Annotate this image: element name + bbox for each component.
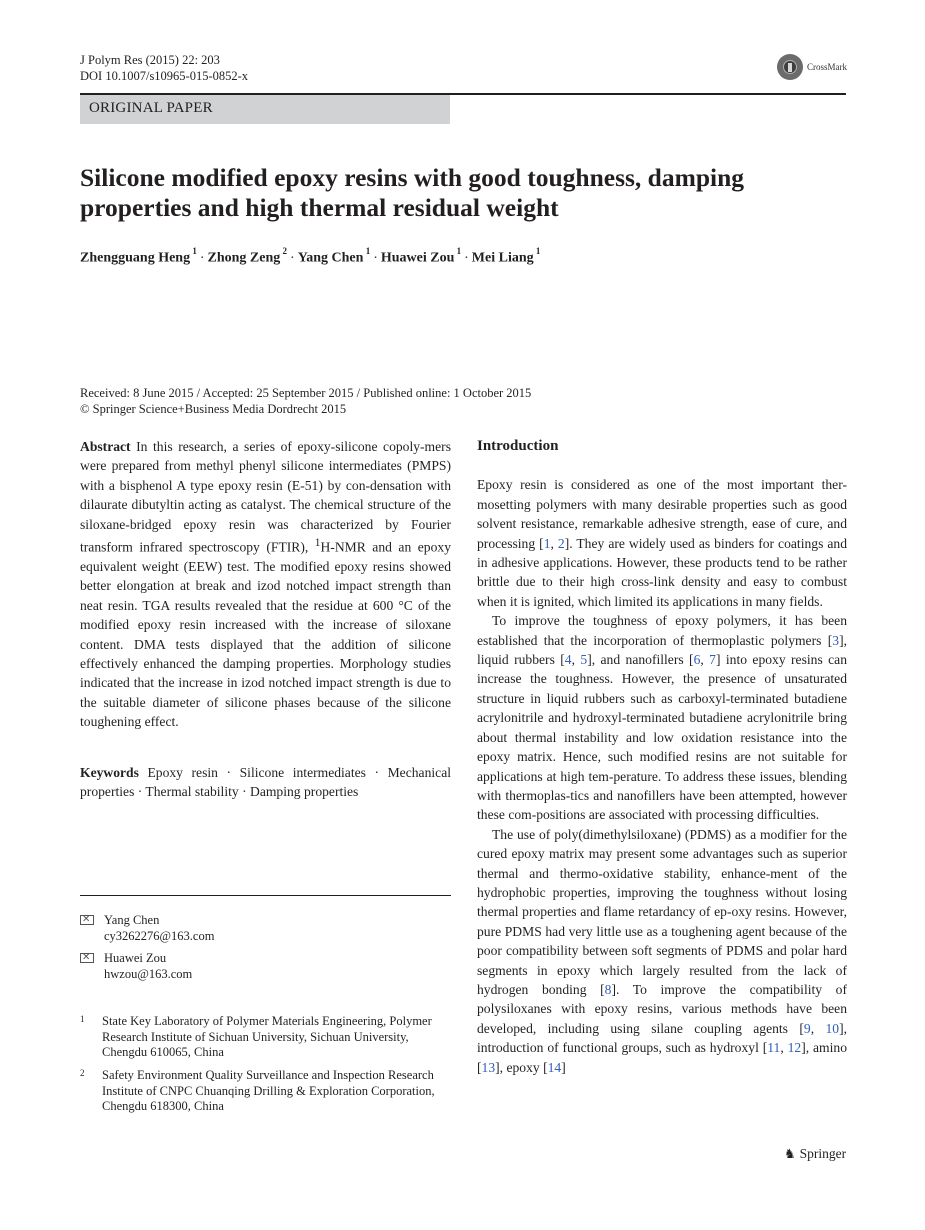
left-column (80, 437, 451, 801)
author-name[interactable]: Mei Liang (471, 250, 534, 266)
envelope-icon (80, 953, 94, 963)
author-separator: · (290, 250, 295, 266)
author-affiliation-mark: 1 (454, 246, 462, 256)
correspondence-name: Yang Chen (104, 913, 160, 927)
author-separator: · (464, 250, 469, 266)
abstract (80, 437, 451, 732)
crossmark-label: CrossMark (807, 62, 847, 72)
citation-link[interactable]: 1 (543, 535, 551, 551)
author-separator: · (373, 250, 378, 266)
copyright-line: © Springer Science+Business Media Dordrecht 2015 (80, 401, 347, 416)
paragraph-text: The use of poly(dimethylsiloxane) (PDMS) as a modifier for the cured epoxy matrix may present some advantages such as superior thermal and thermo-oxidative stability, enhance-ment of the hydrophobic properties, improving the toughness without losing thermal properties and flame retardancy of ep-oxy resins. However, pure PDMS had very little use as a toughening agent because of the poor compatibility between soft segments of PDMS and polar hard segments in epoxy which largely resulted from the lack of hydrogen bonding [ (477, 826, 847, 997)
publisher-name: Springer (799, 1146, 847, 1161)
paragraph-text: , (700, 652, 710, 668)
author-name[interactable]: Zhengguang Heng (80, 250, 191, 266)
paragraph-text: ] into epoxy resins can increase the toughness. However, the presence of unsaturated structure in liquid rubbers such as carboxyl-terminated butadiene acrylonitrile and hydroxyl-terminated butadiene acrylonitrile bring about thermal instability and low oxidation resistance into the epoxy matrix. Hence, such modified resins are not suitable for applications at high tem-perature. To address these issues, blending with thermoplas-tics and nanofillers have been attempted, however these com-positions are associated with processing difficulties. (477, 652, 847, 823)
introduction-paragraph-3 (477, 825, 847, 1077)
author-affiliation-mark: 2 (280, 246, 288, 256)
received-accepted-published: Received: 8 June 2015 / Accepted: 25 September 2015 / Published online: 1 October 2015 (80, 386, 532, 400)
citation-link[interactable]: 3 (832, 632, 840, 648)
introduction-heading: Introduction (477, 438, 559, 454)
citation-link[interactable]: 4 (564, 652, 572, 668)
introduction-paragraph-1 (477, 475, 847, 611)
citation-link[interactable]: 2 (557, 535, 565, 551)
affiliation-1 (80, 1014, 451, 1061)
paragraph-text: ], epoxy [ (495, 1059, 548, 1075)
author-name[interactable]: Yang Chen (297, 250, 364, 266)
author-affiliation-mark: 1 (533, 246, 541, 256)
citation-link[interactable]: 5 (580, 652, 588, 668)
paragraph-text: ], liquid rubbers [ (477, 632, 847, 668)
paper-type-banner (80, 95, 450, 124)
paper-type-label: ORIGINAL PAPER (89, 100, 213, 116)
publication-dates (80, 386, 531, 417)
paragraph-text: ] (561, 1059, 566, 1075)
affiliation-2 (80, 1068, 451, 1115)
paragraph-text: ]. They are widely used as binders for coatings and in adhesive applications. However, these products tend to be rather brittle due to their high cross-link density and easy to combust when it is ignited, which limited its applications in many fields. (477, 535, 847, 609)
citation-link[interactable]: 11 (767, 1040, 781, 1056)
paragraph-text: , (810, 1020, 826, 1036)
correspondence-email[interactable]: hwzou@163.com (104, 966, 193, 981)
citation-link[interactable]: 12 (787, 1040, 802, 1056)
citation-link[interactable]: 14 (547, 1059, 562, 1075)
abstract-text-a: In this research, a series of epoxy-silicone copoly-mers were prepared from methyl phenyl silicone intermediates (PMPS) with a bisphenol A type epoxy resin (E-51) by con-densation with dilaurate dibutyltin acting as catalyst. The chemical structure of the siloxane-bridged epoxy resin was characterized by Fourier transform infrared spectroscopy (FTIR), (80, 439, 451, 555)
crossmark-icon (777, 54, 803, 80)
paragraph-text: ], amino [ (477, 1040, 847, 1075)
paragraph-text: Epoxy resin is considered as one of the most important ther-mosetting polymers with many desirable properties such as good solvent resistance, remarkable adhesive strength, ease of cure, and processing [ (477, 477, 847, 551)
correspondence-1 (80, 913, 215, 943)
keywords-heading: Keywords (80, 764, 139, 780)
abstract-text-b: H-NMR and an epoxy equivalent weight (EEW) test. The modified epoxy resins showed better elongation at break and izod notched impact strength than neat resin. TGA results revealed that the residue at 600 °C of the modified epoxy resin increased with the increase of siloxane content. DMA tests displayed that the addition of silicone effectively enhanced the damping properties. Morphology studies indicated that the increase in izod notched impact strength is due to the suitable diameter of silicone phases because of the silicone toughening effect. (80, 539, 451, 730)
paragraph-text: , (780, 1040, 788, 1056)
footnote-rule (80, 895, 451, 896)
journal-citation: J Polym Res (2015) 22: 203 (80, 53, 220, 67)
citation-link[interactable]: 10 (825, 1020, 840, 1036)
abstract-heading: Abstract (80, 439, 131, 454)
paragraph-text: , (571, 652, 581, 668)
paragraph-text: ], and nanofillers [ (587, 652, 694, 668)
author-name[interactable]: Huawei Zou (380, 250, 455, 266)
author-name[interactable]: Zhong Zeng (207, 250, 281, 266)
doi[interactable]: DOI 10.1007/s10965-015-0852-x (80, 69, 249, 83)
citation-link[interactable]: 13 (481, 1059, 496, 1075)
author-separator: · (199, 250, 205, 266)
citation-link[interactable]: 9 (803, 1020, 811, 1036)
keywords (80, 763, 451, 802)
introduction-paragraph-2 (477, 611, 847, 824)
springer-horse-icon: ♞ (784, 1146, 796, 1162)
abstract-superscript: 1 (314, 537, 321, 550)
citation-link[interactable]: 7 (709, 652, 716, 668)
affiliation-number: 1 (80, 1014, 85, 1024)
paper-title: Silicone modified epoxy resins with good toughness, damping properties and high thermal residual weight (80, 163, 745, 222)
paragraph-text: , (550, 535, 558, 551)
citation-link[interactable]: 6 (693, 652, 701, 668)
author-affiliation-mark: 1 (363, 246, 371, 256)
author-affiliation-mark: 1 (190, 246, 197, 256)
paragraph-text: ]. To improve the compatibility of polysiloxanes with epoxy resins, various methods have been developed, including using silane coupling agents [ (477, 981, 847, 1036)
correspondence-2 (80, 951, 193, 981)
correspondence-email[interactable]: cy3262276@163.com (104, 928, 215, 943)
affiliation-text: Safety Environment Quality Surveillance and Inspection Research Institute of CNPC Chuanqing Drilling & Exploration Corporation, Chengdu 618300, China (102, 1068, 435, 1114)
author-list (80, 248, 540, 267)
affiliation-text: State Key Laboratory of Polymer Materials Engineering, Polymer Research Institute of Sichuan University, Sichuan University, Chengdu 610065, China (102, 1014, 432, 1060)
paragraph-text: ], introduction of functional groups, such as hydroxyl [ (477, 1020, 847, 1056)
citation-link[interactable]: 8 (604, 981, 612, 997)
right-column (477, 437, 847, 1077)
envelope-icon (80, 915, 94, 925)
keywords-text: Epoxy resin · Silicone intermediates · Mechanical properties · Thermal stability · Damping properties (80, 764, 451, 800)
paragraph-text: To improve the toughness of epoxy polymers, it has been established that the incorporation of thermoplastic polymers [ (477, 613, 847, 648)
correspondence-name: Huawei Zou (104, 951, 167, 965)
springer-logo (784, 1146, 846, 1162)
crossmark-badge[interactable] (777, 54, 847, 80)
affiliation-number: 2 (80, 1068, 85, 1078)
